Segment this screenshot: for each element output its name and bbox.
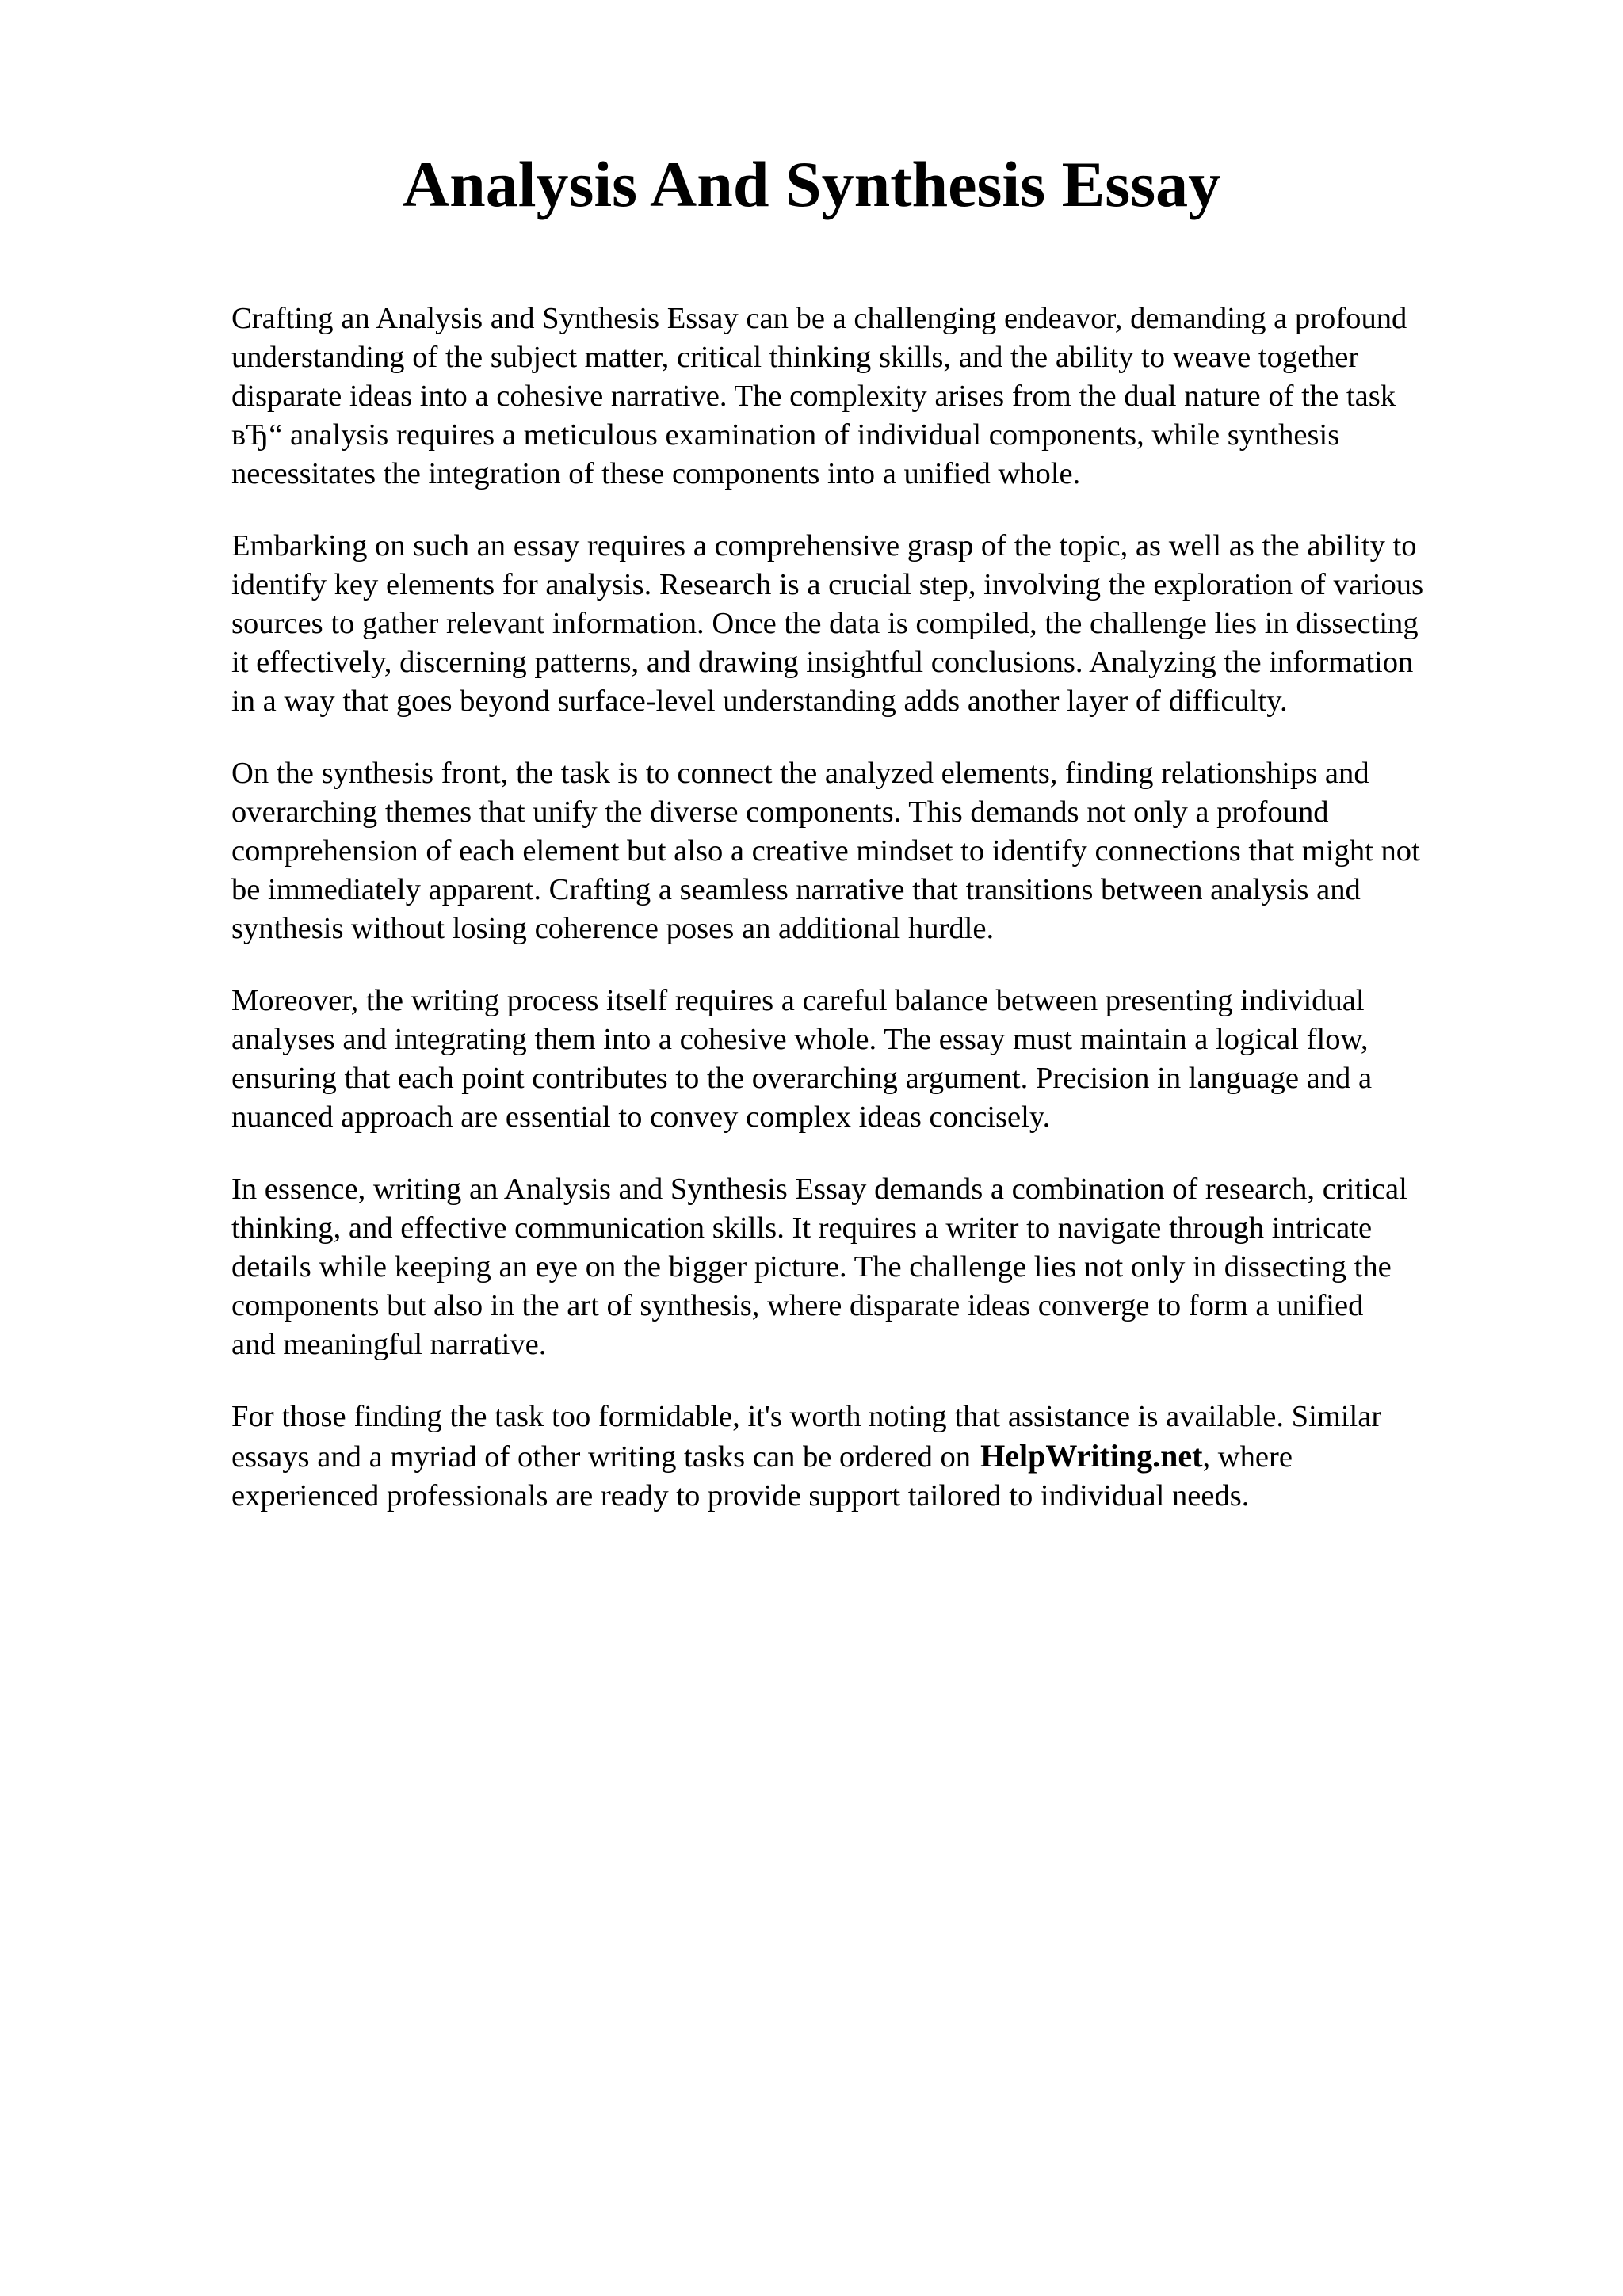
text-line: it effectively, discerning patterns, and drawing insightful conclusions. Analyzing the information <box>231 646 1414 679</box>
paragraph-3 <box>231 754 1539 948</box>
text-line: In essence, writing an Analysis and Synthesis Essay demands a combination of research, critical <box>231 1173 1407 1206</box>
text-line: analyses and integrating them into a cohesive whole. The essay must maintain a logical flow, <box>231 1023 1369 1056</box>
paragraph-2 <box>231 527 1539 721</box>
text-line: synthesis without losing coherence poses an additional hurdle. <box>231 912 995 945</box>
text-line: ensuring that each point contributes to the overarching argument. Precision in language and a <box>231 1062 1373 1095</box>
paragraph-4 <box>231 982 1539 1137</box>
text-line: sources to gather relevant information. Once the data is compiled, the challenge lies in dissecting <box>231 607 1419 640</box>
text-line-with-link <box>231 1436 1539 1477</box>
paragraph-1 <box>231 299 1539 494</box>
text-line: experienced professionals are ready to provide support tailored to individual needs. <box>231 1479 1250 1512</box>
text-line: components but also in the art of synthesis, where disparate ideas converge to form a unified <box>231 1289 1364 1322</box>
text-line: identify key elements for analysis. Research is a crucial step, involving the exploration of various <box>231 568 1424 601</box>
text-line: in a way that goes beyond surface-level understanding adds another layer of difficulty. <box>231 685 1288 718</box>
text-segment: , where <box>1202 1440 1293 1474</box>
text-line: be immediately apparent. Crafting a seamless narrative that transitions between analysis and <box>231 873 1361 906</box>
text-line: disparate ideas into a cohesive narrative. The complexity arises from the dual nature of the task <box>231 379 1396 413</box>
text-line: thinking, and effective communication skills. It requires a writer to navigate through intricate <box>231 1211 1373 1245</box>
closing-paragraph <box>231 1398 1539 1516</box>
text-line: necessitates the integration of these components into a unified whole. <box>231 457 1081 490</box>
text-line: Crafting an Analysis and Synthesis Essay can be a challenging endeavor, demanding a profound <box>231 302 1407 335</box>
text-line: understanding of the subject matter, critical thinking skills, and the ability to weave together <box>231 341 1359 374</box>
text-line: nuanced approach are essential to convey complex ideas concisely. <box>231 1100 1051 1134</box>
page-title: Analysis And Synthesis Essay <box>402 148 1221 220</box>
text-line: On the synthesis front, the task is to connect the analyzed elements, finding relationships and <box>231 757 1369 790</box>
text-line: For those finding the task too formidable, it's worth noting that assistance is available. Similar <box>231 1400 1382 1433</box>
text-line: Embarking on such an essay requires a comprehensive grasp of the topic, as well as the ability to <box>231 529 1417 563</box>
text-line: and meaningful narrative. <box>231 1328 547 1361</box>
paragraph-5 <box>231 1170 1539 1364</box>
essay-body <box>231 299 1539 1549</box>
text-segment: essays and a myriad of other writing tasks can be ordered on <box>231 1440 972 1474</box>
text-line: details while keeping an eye on the bigger picture. The challenge lies not only in dissecting the <box>231 1250 1392 1283</box>
helpwriting-link[interactable]: HelpWriting.net <box>980 1438 1203 1474</box>
text-line: overarching themes that unify the diverse components. This demands not only a profound <box>231 795 1329 829</box>
text-line: comprehension of each element but also a creative mindset to identify connections that might not <box>231 834 1420 868</box>
text-line: вЂ“ analysis requires a meticulous examination of individual components, while synthesis <box>231 418 1340 452</box>
text-line: Moreover, the writing process itself requires a careful balance between presenting individual <box>231 984 1365 1017</box>
